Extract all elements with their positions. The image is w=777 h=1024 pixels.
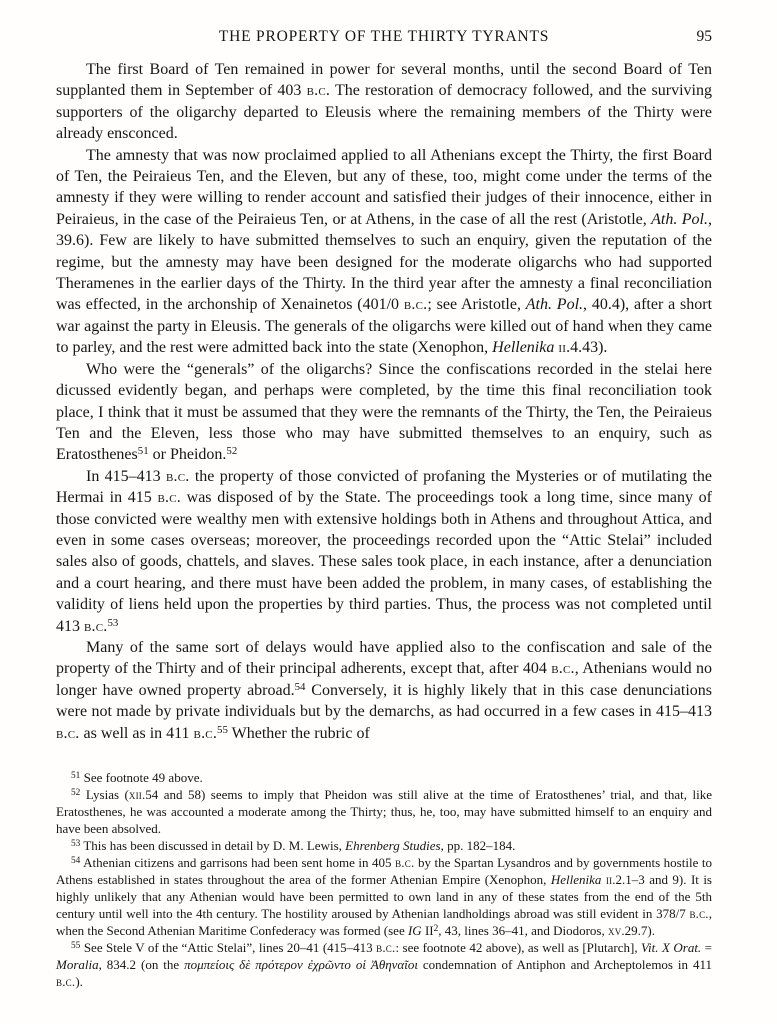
- footnote-marker: 51: [71, 770, 81, 781]
- text-run: The first Board of Ten remained in power for several months, until the second Board of Ten supplanted them in September of 403: [56, 61, 712, 100]
- text-run: .54 and 58) seems to imply that Pheidon was still alive at the time of Eratosthenes’ trial, and that, like Eratosthenes, he was accounted a moderate among the Thirty; thus, he, too, may have submitted himself to an enquiry and have been absolved.: [56, 787, 712, 836]
- text-run: b.c.: [84, 617, 108, 635]
- page-number: 95: [696, 28, 712, 45]
- text-run: b.c.: [395, 855, 415, 870]
- text-run: πομπείοις δὲ πρότερον ἐχρῶντο οἱ Ἀθηναῖοι: [184, 957, 418, 972]
- text-run: 53: [107, 616, 119, 629]
- text-run: ii: [558, 339, 567, 357]
- text-run: Lysias (: [85, 787, 129, 802]
- text-run: , Athenians would no longer have owned property abroad.: [56, 660, 712, 699]
- text-run: Who were the “generals” of the oligarchs? Since the confiscations recorded in the stelai here dicussed evidently began, and perhaps were completed, by the time this final reconciliation took place, I think that it must be assumed that they were the remnants of the Thirty, the Ten, the Peiraieus Ten and the Eleven, less those who may have submitted themselves to an enquiry, such as Eratosthenes: [56, 360, 712, 464]
- text-run: b.c.: [403, 296, 428, 314]
- footnote-marker: 52: [71, 787, 81, 798]
- body-paragraph: [56, 637, 712, 744]
- text-run: Athenian citizens and garrisons had been sent home in 405: [83, 855, 396, 870]
- text-run: Conversely, it is highly likely that in this case denunciations were not made by private individuals but by the demarchs, as had occurred in a few cases in 415–413: [56, 681, 712, 721]
- footnotes: [56, 769, 712, 990]
- text-run: by the Spartan Lysandros and by governments hostile to Athens established in states throughout the area of the former Athenian Empire (Xenophon,: [56, 855, 712, 887]
- footnote-marker: 54: [71, 855, 81, 866]
- text-run: ii: [605, 872, 613, 887]
- text-run: , 43, lines 36–41, and Diodoros,: [438, 923, 608, 938]
- text-run: , 40.4), after a short war against the party in Eleusis. The generals of the oligarchs were killed out of hand when they came to parley, and the rest were admitted back into the state (Xenophon,: [56, 296, 713, 357]
- text-run: Ath. Pol.: [651, 210, 709, 228]
- text-run: 55: [217, 723, 228, 736]
- text-run: In 415–413: [86, 467, 166, 485]
- text-run: Vit. X Orat.: [641, 940, 702, 955]
- text-run: ; see Aristotle,: [427, 296, 526, 314]
- text-run: 2: [433, 923, 439, 934]
- text-run: Moralia: [56, 957, 99, 972]
- text-run: This has been discussed in detail by D. M. Lewis,: [83, 838, 346, 853]
- text-run: Many of the same sort of delays would have applied also to the confiscation and sale of the property of the Thirty and of their principal adherents, except that, after 404: [56, 638, 712, 678]
- text-run: See footnote 49 above.: [83, 770, 203, 785]
- text-run: b.c.: [157, 489, 181, 507]
- text-run: b.c.: [193, 724, 218, 742]
- text-run: b.c.: [56, 974, 76, 989]
- text-run: , 834.2 (on the: [98, 957, 185, 972]
- text-run: xii: [128, 787, 142, 802]
- footnote: [56, 939, 712, 990]
- text-run: .2.1–3 and 9). It is highly unlikely that any Athenian would have been permitted to own land in any of these states from the end of the 5th century until well into the 4th century. The hostility aroused by Athenian landholdings abroad was still evident in 378/7: [56, 872, 712, 921]
- text-run: IG: [407, 923, 422, 938]
- text-run: Hellenika: [492, 339, 555, 357]
- text-run: See Stele V of the “Attic Stelai”, lines 20–41 (415–413: [83, 940, 377, 955]
- text-run: 52: [226, 445, 238, 458]
- text-run: b.c.: [689, 906, 709, 921]
- text-run: , pp. 182–184.: [440, 838, 516, 853]
- body-text: [56, 59, 712, 744]
- body-paragraph: [56, 145, 712, 359]
- page-header: [56, 28, 712, 46]
- text-run: : see footnote 42 above), as well as [Plutarch],: [395, 940, 642, 955]
- text-run: Hellenika: [550, 872, 602, 887]
- text-run: II: [421, 923, 434, 938]
- text-run: was disposed of by the State. The proceedings took a long time, since many of those convicted were wealthy men with extensive holdings both in Athens and throughout Attica, and even in some cases overseas; moreover, the proceedings recorded upon the “Attic Stelai” included sales also of goods, chattels, and slaves. These sales took place, in each instance, after a denunciation and a court hearing, and there must have been added the problem, in many cases, of establishing the validity of liens held upon the properties by third parties. Thus, the process was not completed until 413: [56, 489, 712, 635]
- text-run: b.c.: [56, 724, 80, 742]
- running-head: THE PROPERTY OF THE THIRTY TYRANTS: [218, 28, 550, 45]
- text-run: or Pheidon.: [148, 446, 227, 464]
- text-run: ).: [75, 974, 83, 989]
- footnote-marker: 55: [71, 940, 81, 951]
- body-paragraph: [56, 59, 712, 145]
- text-run: .29.7).: [621, 923, 655, 938]
- text-run: The restoration of democracy followed, and the surviving supporters of the oligarchy departed to Eleusis where the remaining members of the Thirty were already ensconced.: [56, 82, 712, 143]
- text-run: as well as in 411: [79, 724, 194, 742]
- body-paragraph: [56, 466, 712, 637]
- footnote: [56, 854, 712, 939]
- text-run: b.c.: [306, 82, 331, 100]
- text-run: =: [701, 940, 712, 955]
- footnote-marker: 53: [71, 838, 81, 849]
- text-run: condemnation of Antiphon and Archeptolemos in 411: [417, 957, 712, 972]
- footnote: [56, 769, 712, 786]
- text-run: xv: [608, 923, 622, 938]
- text-run: b.c.: [551, 660, 575, 678]
- text-run: 54: [294, 680, 306, 693]
- text-run: , when the Second Athenian Maritime Confederacy was formed (see: [56, 906, 712, 938]
- footnote: [56, 837, 712, 854]
- footnote: [56, 786, 712, 837]
- text-run: , 39.6). Few are likely to have submitted themselves to such an enquiry, given the reputation of the regime, but the amnesty may have been designed for the moderate oligarchs who had supported Theramenes in the earlier days of the Thirty. In the third year after the amnesty a final reconciliation was effected, in the archonship of Xenainetos (401/0: [56, 210, 713, 314]
- text-run: Whether the rubric of: [227, 724, 370, 742]
- text-run: b.c.: [376, 940, 396, 955]
- text-run: 51: [137, 445, 149, 458]
- text-run: Ehrenberg Studies: [345, 838, 441, 853]
- text-run: b.c.: [166, 467, 190, 485]
- text-run: The amnesty that was now proclaimed applied to all Athenians except the Thirty, the first Board of Ten, the Peiraieus Ten, and the Eleven, but any of these, too, might come under the terms of the amnesty if they were willing to render account and satisfied their judges of their innocence, either in Peiraieus, in the case of the Peiraieus Ten, or at Athens, in the case of all the rest (Aristotle,: [56, 146, 712, 228]
- text-run: the property of those convicted of profaning the Mysteries or of mutilating the Hermai in 415: [56, 467, 713, 507]
- text-run: .4.43).: [566, 339, 608, 357]
- text-run: Ath. Pol.: [525, 296, 584, 314]
- body-paragraph: [56, 359, 712, 466]
